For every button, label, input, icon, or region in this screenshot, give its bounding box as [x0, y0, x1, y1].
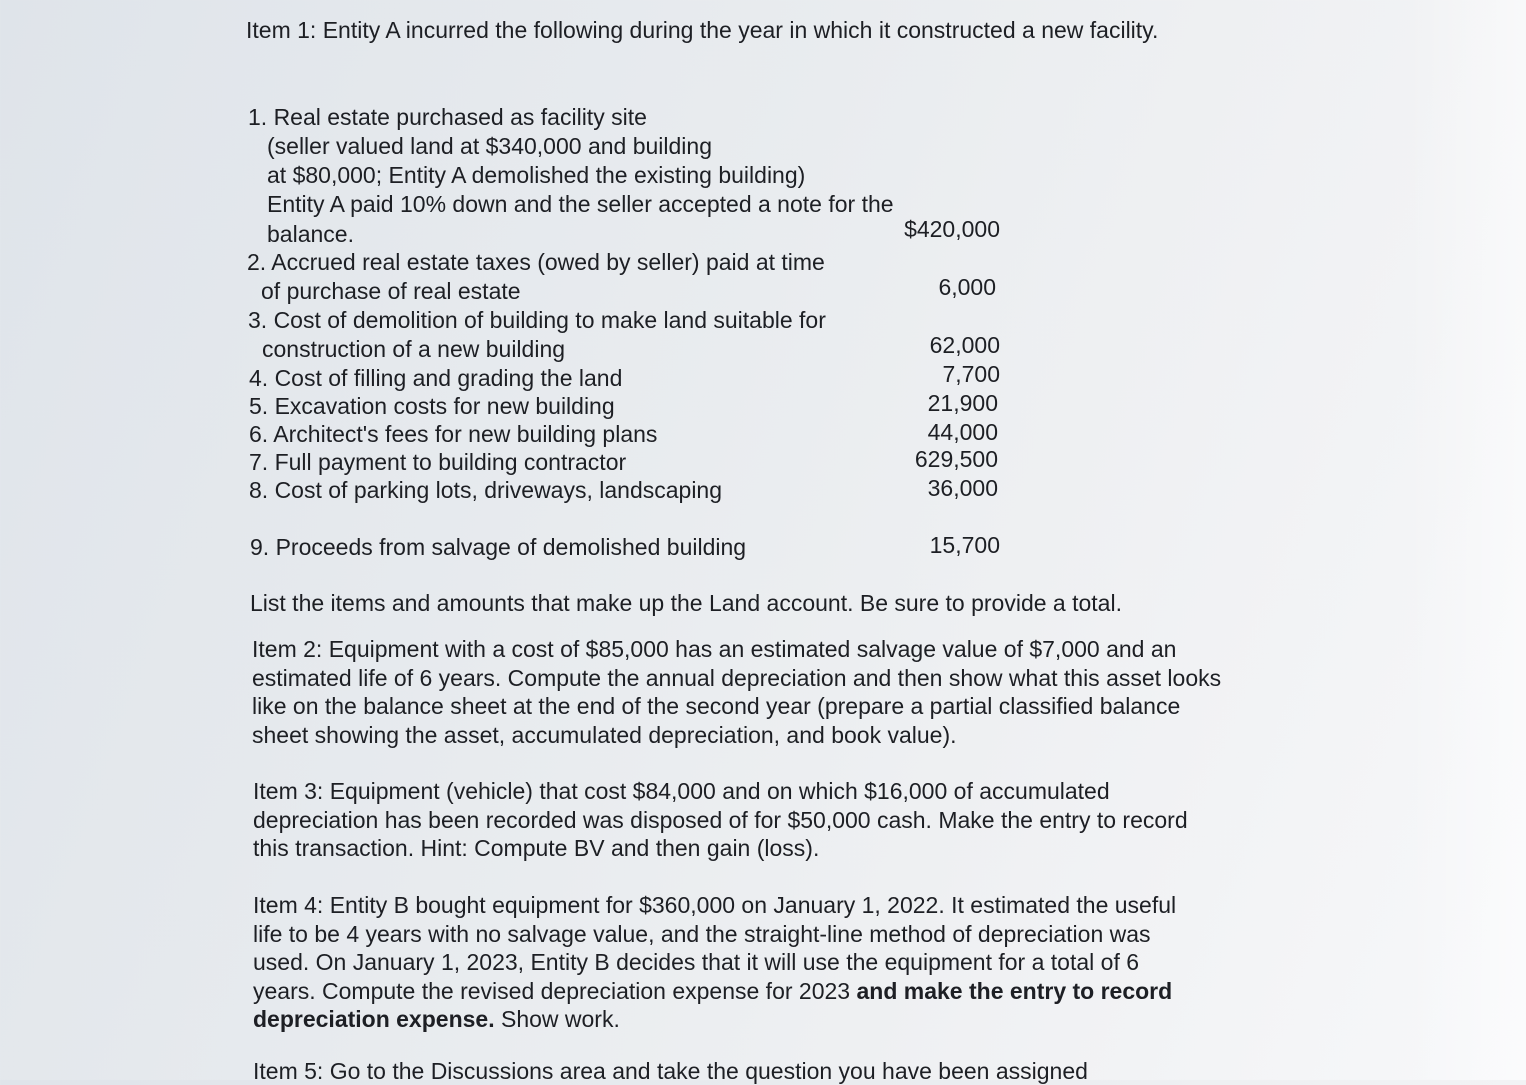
list-item-8-line-1: 8. Cost of parking lots, driveways, landscaping: [249, 477, 723, 503]
list-item-1-line-3: at $80,000; Entity A demolished the existing building): [267, 162, 806, 188]
item-4-text: [253, 891, 1183, 1034]
list-item-3-line-1: 3. Cost of demolition of building to make land suitable for: [248, 307, 826, 333]
list-item-2-line-2: of purchase of real estate: [261, 278, 521, 304]
list-item-3-amount: 62,000: [929, 332, 1000, 358]
screen-glare: [1406, 0, 1526, 1080]
list-item-6-line-1: 6. Architect's fees for new building plans: [249, 421, 658, 447]
item-4-tail: Show work.: [494, 1006, 620, 1033]
item-3-text: Item 3: Equipment (vehicle) that cost $84,000 and on which $16,000 of accumulated depreciation has been recorded was disposed of for $50,000 cash. Make the entry to record this transaction. Hint: Compute BV and then gain (loss).: [253, 778, 1188, 862]
list-item-9-line-1: 9. Proceeds from salvage of demolished building: [250, 534, 747, 560]
list-item-4-amount: 7,700: [942, 361, 1000, 387]
list-item-1-line-4: Entity A paid 10% down and the seller accepted a note for the: [267, 191, 894, 217]
item-4-bold-instruction: and make the entry to record depreciation expense.: [253, 977, 1173, 1033]
list-item-8-amount: 36,000: [927, 475, 998, 501]
item-1-instruction: List the items and amounts that make up the Land account. Be sure to provide a total.: [250, 590, 1122, 616]
list-item-1-line-2: (seller valued land at $340,000 and building: [267, 133, 712, 159]
list-item-5-line-1: 5. Excavation costs for new building: [249, 393, 615, 419]
list-item-2-line-1: 2. Accrued real estate taxes (owed by seller) paid at time: [247, 249, 825, 275]
item-5-text: Item 5: Go to the Discussions area and take the question you have been assigned: [253, 1058, 1088, 1084]
item-1-intro: Item 1: Entity A incurred the following during the year in which it constructed a new facility.: [246, 17, 1159, 43]
list-item-6-amount: 44,000: [927, 419, 998, 445]
list-item-1-amount: $420,000: [904, 216, 1000, 242]
list-item-1-line-1: 1. Real estate purchased as facility site: [248, 104, 647, 130]
list-item-2-amount: 6,000: [938, 274, 996, 300]
list-item-7-amount: 629,500: [914, 446, 998, 472]
list-item-1-line-5: balance.: [267, 221, 354, 247]
list-item-7-line-1: 7. Full payment to building contractor: [249, 449, 627, 475]
list-item-9-amount: 15,700: [929, 532, 1000, 558]
list-item-5-amount: 21,900: [927, 390, 998, 416]
list-item-3-line-2: construction of a new building: [262, 336, 566, 362]
item-2-text: Item 2: Equipment with a cost of $85,000 has an estimated salvage value of $7,000 and an estimated life of 6 years. Compute the annual depreciation and then show what this asset looks like on the balance sheet at the end of the second year (prepare a partial classified balance sheet showing the asset, accumulated depreciation, and book value).: [252, 636, 1222, 748]
item-4-body: Item 4: Entity B bought equipment for $360,000 on January 1, 2022. It estimated the useful life to be 4 years with no salvage value, and the straight-line method of depreciation was used. On January 1, 2023, Entity B decides that it will use the equipment for a total of 6 years. Compute the revised depreciation expense for 2023: [253, 892, 1177, 1004]
list-item-4-line-1: 4. Cost of filling and grading the land: [249, 365, 623, 391]
